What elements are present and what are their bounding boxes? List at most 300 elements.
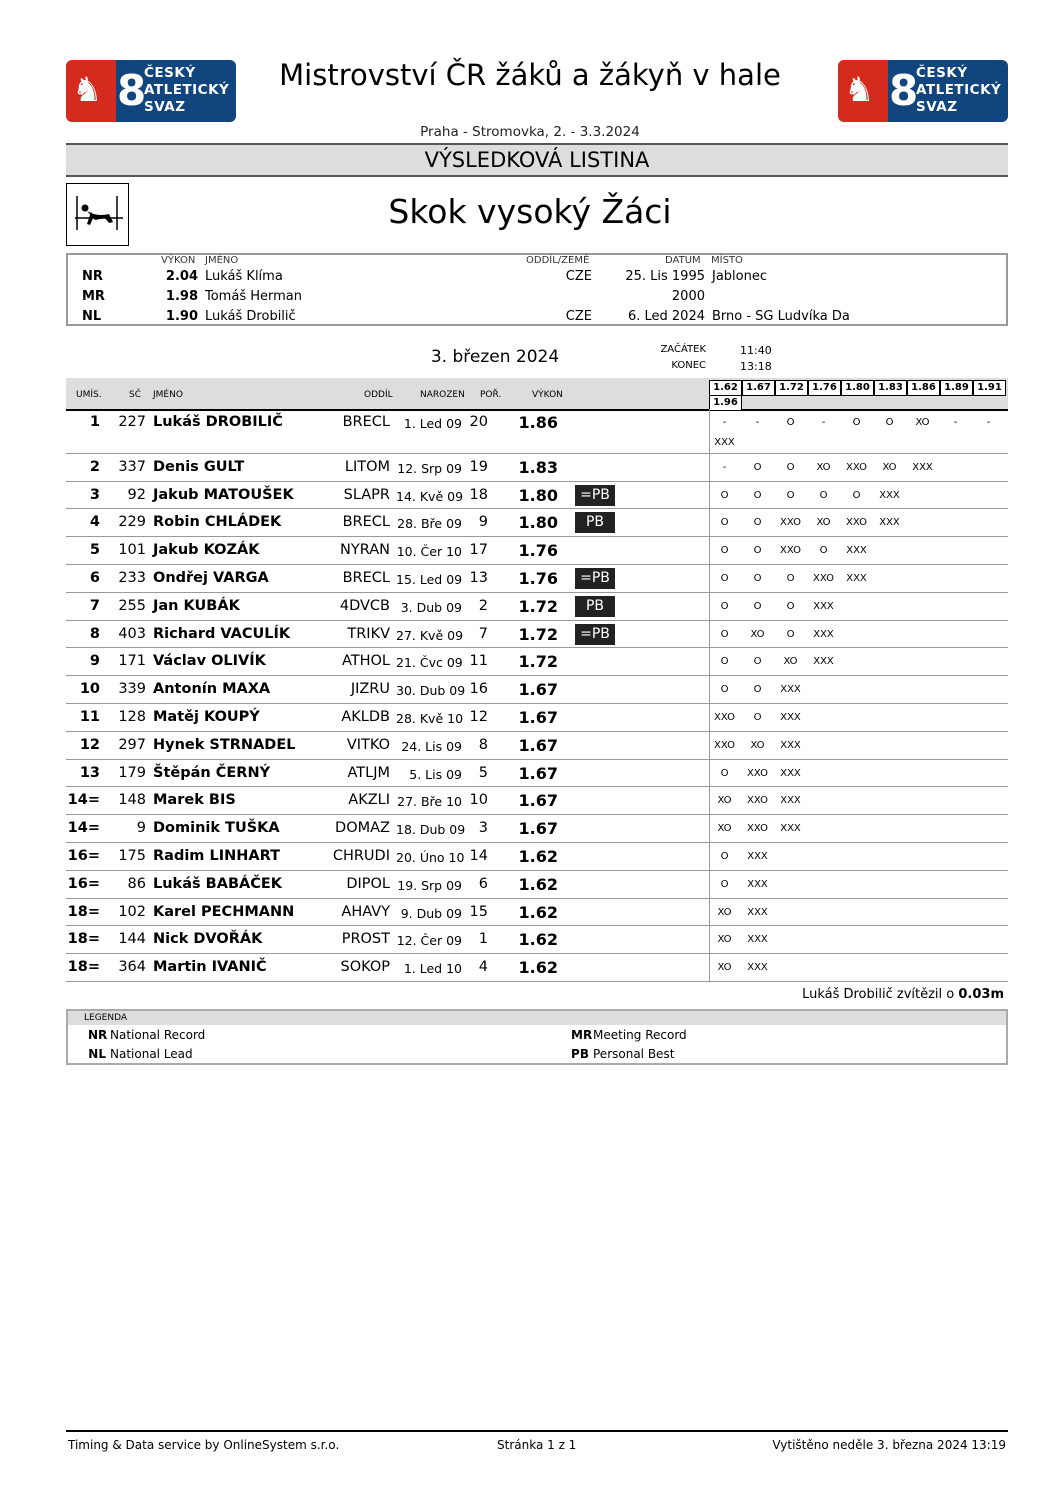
start-order: 3 <box>478 820 488 837</box>
pb-badge: =PB <box>575 485 615 506</box>
attempt-result: XXO <box>714 739 735 751</box>
attempt-result: O <box>753 712 762 723</box>
club-code: SLAPR <box>343 486 390 503</box>
start-order: 7 <box>478 625 488 642</box>
pb-badge: PB <box>575 596 615 617</box>
result-row <box>66 954 1008 982</box>
club-code: 4DVCB <box>339 597 390 614</box>
result-row <box>66 454 1008 482</box>
club-code: BRECL <box>342 570 390 586</box>
winner-note: Lukáš Drobilič zvítězil o 0.03m <box>802 987 1004 1002</box>
start-order: 16 <box>469 681 488 698</box>
result-row <box>66 482 1008 510</box>
attempt-result: O <box>720 489 729 501</box>
legend-item: NL National Lead <box>88 1047 193 1061</box>
record-row <box>68 267 1006 287</box>
attempt-result: XO <box>717 906 732 918</box>
attempt-result: - <box>986 417 991 428</box>
start-order: 9 <box>478 514 488 531</box>
attempt-result: XXX <box>780 823 801 835</box>
attempt-result: XXX <box>813 600 834 612</box>
birth-date: 24. Lis 09 <box>401 738 462 754</box>
result-rank: 14= <box>67 792 100 809</box>
attempt-result: O <box>720 851 729 862</box>
attempt-result: O <box>753 573 762 584</box>
club-code: ATHOL <box>341 653 390 670</box>
session-date: 3. březen 2024 <box>430 347 560 367</box>
athlete-name: Dominik TUŠKA <box>153 820 280 837</box>
performance: 1.72 <box>518 596 558 616</box>
attempt-result: XXX <box>813 656 834 668</box>
col-order: POŘ. <box>480 390 502 400</box>
performance: 1.83 <box>518 457 558 477</box>
result-bib: 9 <box>136 820 146 837</box>
attempt-result: XO <box>750 628 765 640</box>
result-row <box>66 409 1008 454</box>
start-order: 14 <box>469 848 488 864</box>
result-bib: 339 <box>118 681 146 698</box>
footer-printed: Vytištěno neděle 3. března 2024 13:19 <box>772 1438 1006 1452</box>
birth-date: 5. Lis 09 <box>409 766 462 782</box>
start-order: 13 <box>469 570 488 586</box>
athlete-name: Nick DVOŘÁK <box>153 931 263 948</box>
performance: 1.62 <box>518 874 558 894</box>
attempt-result: XXX <box>879 489 900 501</box>
attempt-result: XO <box>717 823 732 835</box>
result-rank: 11 <box>79 709 100 725</box>
birth-date: 20. Úno 10 <box>396 850 465 865</box>
club-code: AHAVY <box>341 903 390 920</box>
col-rank: UMÍS. <box>76 390 102 400</box>
result-row <box>66 732 1008 760</box>
attempt-result: XXX <box>912 461 933 473</box>
performance: 1.62 <box>518 847 558 866</box>
attempt-result: XXX <box>846 545 867 557</box>
start-order: 19 <box>469 458 488 475</box>
result-rank: 9 <box>89 653 100 670</box>
performance: 1.62 <box>518 930 558 950</box>
attempt-result: O <box>753 489 762 501</box>
records-header-perf: VÝKON <box>161 255 196 266</box>
athlete-name: Ondřej VARGA <box>153 570 269 586</box>
federation-logo-left: ♞ 8 ČESKÝ ATLETICKÝ SVAZ <box>66 60 236 122</box>
athlete-name: Štěpán ČERNÝ <box>153 764 271 781</box>
col-bib: SČ <box>129 390 141 400</box>
result-bib: 179 <box>118 764 146 781</box>
result-row <box>66 565 1008 593</box>
result-rank: 18= <box>67 931 100 948</box>
birth-date: 14. Kvě 09 <box>396 488 464 504</box>
attempt-result: O <box>885 417 894 428</box>
attempt-result: XXX <box>747 934 768 946</box>
athlete-name: Martin IVANIČ <box>153 959 267 976</box>
record-perf: 1.90 <box>165 309 198 324</box>
height-cell: 1.96 <box>709 395 742 411</box>
attempt-result: O <box>852 417 861 428</box>
lion-icon: ♞ <box>844 70 875 110</box>
result-rank: 18= <box>67 959 100 976</box>
birth-date: 10. Čer 10 <box>396 544 462 560</box>
end-label: KONEC <box>671 360 706 371</box>
results-banner: VÝSLEDKOVÁ LISTINA <box>66 143 1008 177</box>
event-title: Skok vysoký Žáci <box>388 192 672 231</box>
attempt-result: XXX <box>780 795 801 807</box>
athlete-name: Václav OLIVÍK <box>153 653 266 670</box>
height-cell: 1.80 <box>841 380 874 396</box>
attempt-result: O <box>720 684 729 696</box>
club-code: PROST <box>341 931 390 948</box>
attempt-result: XO <box>882 461 897 473</box>
result-bib: 102 <box>118 903 146 920</box>
birth-date: 12. Čer 09 <box>396 933 462 949</box>
height-cell: 1.89 <box>940 380 973 396</box>
attempt-result: O <box>720 600 729 612</box>
footer-credit: Timing & Data service by OnlineSystem s.r.o. <box>68 1438 340 1452</box>
birth-date: 18. Dub 09 <box>396 822 466 838</box>
result-rank: 1 <box>89 414 100 430</box>
result-rank: 16= <box>67 875 100 892</box>
pb-badge: =PB <box>575 568 615 589</box>
federation-logo-right: ♞ 8 ČESKÝ ATLETICKÝ SVAZ <box>838 60 1008 122</box>
result-row <box>66 760 1008 788</box>
start-order: 18 <box>469 486 488 503</box>
result-bib: 229 <box>118 514 146 531</box>
attempt-result: XXX <box>813 628 834 640</box>
result-bib: 86 <box>127 875 146 892</box>
height-cell: 1.67 <box>742 380 775 396</box>
result-bib: 101 <box>118 542 146 559</box>
records-header-place: MÍSTO <box>711 255 743 266</box>
end-time: 13:18 <box>740 360 772 373</box>
records-table <box>66 253 1008 326</box>
legend-item: PB Personal Best <box>571 1047 675 1061</box>
result-row <box>66 676 1008 704</box>
attempt-result: XXO <box>714 712 735 723</box>
athlete-name: Marek BIS <box>153 792 236 809</box>
result-rank: 14= <box>67 820 100 837</box>
result-bib: 92 <box>127 486 146 503</box>
attempt-result: - <box>755 417 760 428</box>
result-rank: 6 <box>89 570 100 586</box>
birth-date: 9. Dub 09 <box>400 905 462 921</box>
attempt-result: O <box>720 656 729 668</box>
records-header-club: ODDÍL/ZEMĚ <box>526 255 590 266</box>
record-row <box>68 307 1006 327</box>
record-code: NL <box>82 309 102 324</box>
club-code: CHRUDI <box>332 848 390 864</box>
result-bib: 175 <box>118 848 146 864</box>
attempt-result: XO <box>915 417 930 428</box>
attempt-result: O <box>819 489 828 501</box>
start-order: 6 <box>478 875 488 892</box>
records-header-name: JMÉNO <box>205 255 239 266</box>
attempt-result: O <box>786 417 795 428</box>
record-perf: 1.98 <box>165 289 198 304</box>
result-row <box>66 926 1008 954</box>
attempt-result: XXX <box>747 906 768 918</box>
birth-date: 1. Led 09 <box>403 416 462 431</box>
birth-date: 27. Bře 10 <box>397 794 462 810</box>
club-code: DOMAZ <box>335 820 390 837</box>
record-name: Tomáš Herman <box>205 289 302 304</box>
attempt-result: O <box>786 461 795 473</box>
club-code: AKZLI <box>348 792 390 809</box>
start-order: 17 <box>469 542 488 559</box>
athlete-name: Hynek STRNADEL <box>153 736 296 753</box>
attempt-result: O <box>852 489 861 501</box>
attempt-result: XXX <box>846 573 867 584</box>
performance: 1.86 <box>518 413 558 432</box>
record-date: 25. Lis 1995 <box>625 269 705 284</box>
attempt-result: O <box>753 545 762 557</box>
result-rank: 3 <box>89 486 100 503</box>
attempt-result: O <box>753 684 762 696</box>
attempt-result: XXO <box>747 795 768 807</box>
venue-dates: Praha - Stromovka, 2. - 3.3.2024 <box>420 124 640 140</box>
footer-page: Stránka 1 z 1 <box>497 1438 577 1452</box>
attempt-result: O <box>720 767 729 779</box>
attempt-result: XXO <box>846 517 867 529</box>
result-row <box>66 621 1008 649</box>
height-cell: 1.83 <box>874 380 907 396</box>
high-jump-icon <box>66 183 129 246</box>
result-rank: 4 <box>89 514 100 531</box>
records-header-date: DATUM <box>665 255 701 266</box>
result-rank: 10 <box>79 681 100 698</box>
club-code: AKLDB <box>341 709 390 725</box>
record-place: Brno - SG Ludvíka Da <box>712 309 850 324</box>
club-code: DIPOL <box>346 875 390 892</box>
result-row <box>66 509 1008 537</box>
legend-title: LEGENDA <box>68 1011 1006 1025</box>
height-cell: 1.76 <box>808 380 841 396</box>
attempt-result: XXX <box>879 517 900 529</box>
performance: 1.62 <box>518 902 558 922</box>
attempt-result: XO <box>816 517 831 529</box>
attempt-result: - <box>722 461 727 473</box>
athlete-name: Jakub KOZÁK <box>153 542 260 559</box>
attempt-result: - <box>953 417 958 428</box>
birth-date: 27. Kvě 09 <box>396 627 464 643</box>
attempt-result: - <box>722 417 727 428</box>
attempt-result: O <box>753 600 762 612</box>
lion-icon: ♞ <box>72 70 103 110</box>
record-date: 2000 <box>671 289 705 304</box>
footer <box>66 1430 1008 1462</box>
attempt-result: - <box>821 417 826 428</box>
result-bib: 364 <box>118 959 146 976</box>
club-code: VITKO <box>346 736 390 753</box>
performance: 1.76 <box>518 569 558 588</box>
attempt-result: O <box>720 628 729 640</box>
attempt-result: XO <box>750 739 765 751</box>
attempt-result: O <box>786 489 795 501</box>
performance: 1.67 <box>518 791 558 811</box>
start-order: 2 <box>478 597 488 614</box>
attempt-result: O <box>786 600 795 612</box>
result-rank: 18= <box>67 903 100 920</box>
result-rank: 8 <box>89 625 100 642</box>
performance: 1.67 <box>518 763 558 783</box>
result-bib: 297 <box>118 736 146 753</box>
result-row <box>66 648 1008 676</box>
attempt-result: XXO <box>846 461 867 473</box>
birth-date: 30. Dub 09 <box>396 683 466 699</box>
club-code: BRECL <box>342 414 390 430</box>
birth-date: 12. Srp 09 <box>397 460 462 476</box>
attempt-result: XXO <box>747 767 768 779</box>
club-code: ATLJM <box>347 764 390 781</box>
birth-date: 19. Srp 09 <box>397 877 462 893</box>
attempt-result: XXO <box>747 823 768 835</box>
result-bib: 148 <box>118 792 146 809</box>
start-order: 1 <box>478 931 488 948</box>
col-born: NAROZEN <box>420 390 465 400</box>
birth-date: 28. Bře 09 <box>397 516 462 532</box>
result-rank: 7 <box>89 597 100 614</box>
club-code: BRECL <box>342 514 390 531</box>
birth-date: 3. Dub 09 <box>400 599 462 615</box>
attempt-result: XXX <box>747 962 768 974</box>
height-cell: 1.72 <box>775 380 808 396</box>
record-name: Lukáš Drobilič <box>205 309 296 324</box>
performance: 1.67 <box>518 735 558 755</box>
result-rank: 16= <box>67 848 100 864</box>
attempt-result: O <box>819 545 828 557</box>
start-order: 10 <box>469 792 488 809</box>
result-bib: 128 <box>118 709 146 725</box>
attempt-result: XXO <box>813 573 834 584</box>
record-row <box>68 287 1006 307</box>
attempt-result: XO <box>816 461 831 473</box>
performance: 1.67 <box>518 680 558 700</box>
height-cell: 1.86 <box>907 380 940 396</box>
record-name: Lukáš Klíma <box>205 269 283 284</box>
start-order: 5 <box>478 764 488 781</box>
club-code: LITOM <box>344 458 390 475</box>
performance: 1.80 <box>518 513 558 533</box>
result-bib: 227 <box>118 414 146 430</box>
result-bib: 255 <box>118 597 146 614</box>
result-rank: 12 <box>79 736 100 753</box>
result-bib: 337 <box>118 458 146 475</box>
record-code: NR <box>82 269 103 284</box>
legend-item: MRMeeting Record <box>571 1028 687 1042</box>
club-code: JIZRU <box>350 681 390 698</box>
attempt-result: O <box>720 573 729 584</box>
result-row <box>66 537 1008 565</box>
athlete-name: Lukáš DROBILIČ <box>153 414 283 430</box>
result-row <box>66 815 1008 843</box>
pb-badge: PB <box>575 512 615 533</box>
athlete-name: Robin CHLÁDEK <box>153 514 282 531</box>
start-order: 12 <box>469 709 488 725</box>
start-order: 15 <box>469 903 488 920</box>
result-bib: 171 <box>118 653 146 670</box>
result-row <box>66 843 1008 871</box>
result-row <box>66 871 1008 899</box>
result-bib: 144 <box>118 931 146 948</box>
attempt-result: XXX <box>780 684 801 696</box>
athlete-name: Jakub MATOUŠEK <box>153 486 294 503</box>
attempt-result: XXO <box>780 517 801 529</box>
attempt-result: XXX <box>780 767 801 779</box>
athlete-name: Antonín MAXA <box>153 681 271 698</box>
championship-title: Mistrovství ČR žáků a žákyň v hale <box>279 58 781 92</box>
attempt-result: O <box>720 517 729 529</box>
club-code: NYRAN <box>340 542 390 559</box>
result-row <box>66 593 1008 621</box>
attempt-result: XO <box>717 795 732 807</box>
result-row <box>66 899 1008 927</box>
result-rank: 13 <box>79 764 100 781</box>
attempt-result: XXX <box>780 712 801 723</box>
attempt-result: O <box>753 656 762 668</box>
legend <box>66 1009 1008 1065</box>
performance: 1.80 <box>518 485 558 505</box>
attempt-result: XO <box>717 934 732 946</box>
athlete-name: Jan KUBÁK <box>153 597 240 614</box>
club-code: TRIKV <box>347 625 390 642</box>
birth-date: 28. Kvě 10 <box>396 711 464 726</box>
start-order: 11 <box>469 653 488 670</box>
performance: 1.76 <box>518 541 558 561</box>
result-bib: 233 <box>118 570 146 586</box>
attempt-result: XO <box>717 962 732 974</box>
club-code: SOKOP <box>340 959 390 976</box>
attempt-result: XXO <box>780 545 801 557</box>
athlete-name: Richard VACULÍK <box>153 625 291 642</box>
attempt-result: O <box>720 878 729 890</box>
athlete-name: Lukáš BABÁČEK <box>153 875 282 892</box>
attempt-result: XXX <box>780 739 801 751</box>
athlete-name: Karel PECHMANN <box>153 903 295 920</box>
height-cell: 1.91 <box>973 380 1006 396</box>
start-label: ZAČÁTEK <box>660 344 706 355</box>
start-order: 4 <box>478 959 488 976</box>
attempt-result: O <box>786 573 795 584</box>
athlete-name: Radim LINHART <box>153 848 280 864</box>
result-row <box>66 787 1008 815</box>
attempt-result: XXX <box>714 437 735 448</box>
record-code: MR <box>82 289 105 304</box>
performance: 1.67 <box>518 819 558 839</box>
record-perf: 2.04 <box>165 269 198 284</box>
performance: 1.67 <box>518 708 558 727</box>
record-place: Jablonec <box>712 269 768 284</box>
athlete-name: Denis GULT <box>153 458 245 475</box>
birth-date: 21. Čvc 09 <box>396 655 463 671</box>
record-country: CZE <box>565 269 592 284</box>
attempt-result: XO <box>783 656 798 668</box>
legend-item: NR National Record <box>88 1028 206 1042</box>
result-bib: 403 <box>118 625 146 642</box>
attempt-result: O <box>753 461 762 473</box>
start-order: 20 <box>469 414 488 430</box>
start-order: 8 <box>478 736 488 753</box>
attempt-result: XXX <box>747 851 768 862</box>
record-country: CZE <box>565 309 592 324</box>
result-rank: 5 <box>89 542 100 559</box>
record-date: 6. Led 2024 <box>627 309 705 324</box>
performance: 1.72 <box>518 652 558 672</box>
attempt-result: XXX <box>747 878 768 890</box>
attempt-result: O <box>720 545 729 557</box>
athlete-name: Matěj KOUPÝ <box>153 709 260 725</box>
attempt-result: O <box>786 628 795 640</box>
result-row <box>66 704 1008 732</box>
col-name: JMÉNO <box>153 390 183 400</box>
